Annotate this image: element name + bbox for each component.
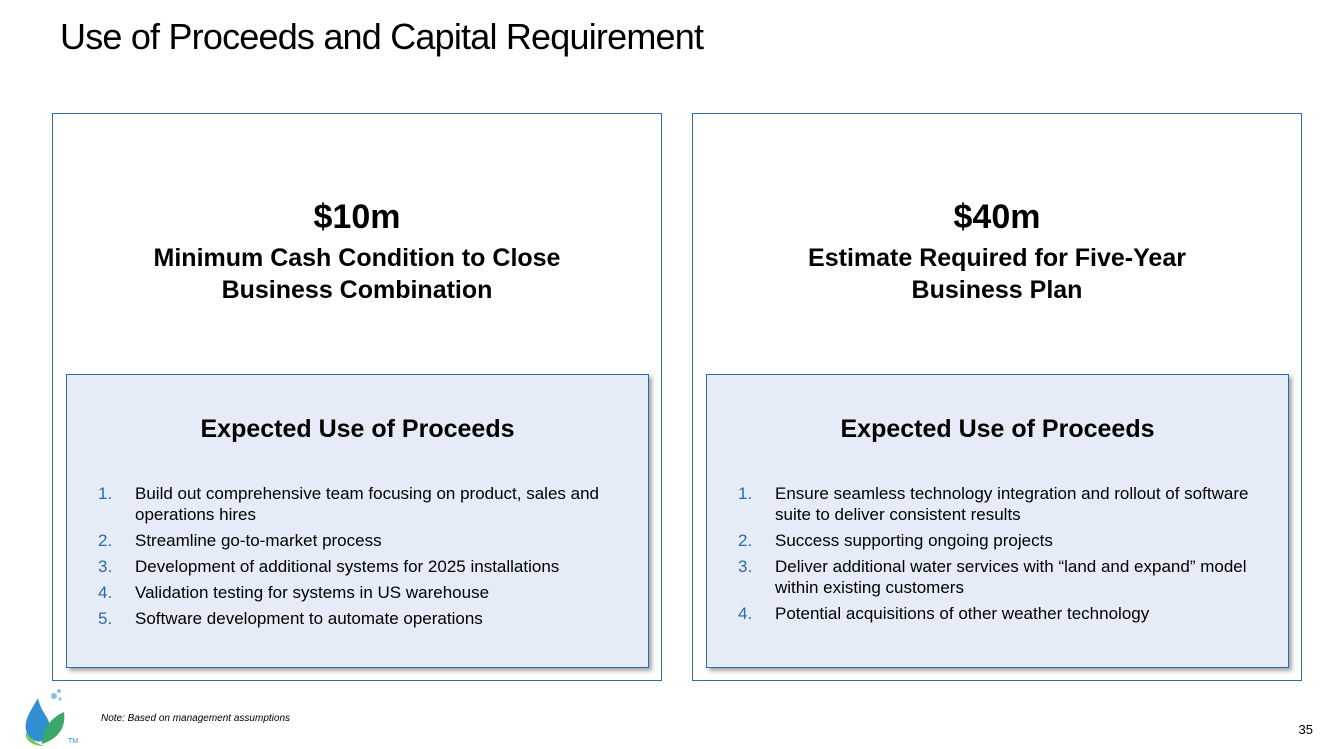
list-item xyxy=(738,530,1268,551)
proceeds-list xyxy=(738,483,1268,629)
list-text: Success supporting ongoing projects xyxy=(775,531,1053,550)
card-amount: $40m xyxy=(953,198,1041,236)
proceeds-list xyxy=(98,483,628,634)
list-number: 3. xyxy=(98,557,113,576)
list-text: Development of additional systems for 2025 installations xyxy=(135,557,560,576)
list-item xyxy=(98,556,628,577)
list-text: Ensure seamless technology integration and rollout of software suite to deliver consistent results xyxy=(775,484,1249,524)
trademark-mark: TM xyxy=(68,738,79,745)
card-10m xyxy=(52,113,662,681)
list-text: Validation testing for systems in US warehouse xyxy=(135,583,490,602)
list-item xyxy=(98,608,628,629)
list-text: Deliver additional water services with “land and expand” model within existing customers xyxy=(775,557,1247,597)
use-of-proceeds-panel xyxy=(66,374,649,668)
list-number: 1. xyxy=(98,484,113,503)
list-item xyxy=(738,483,1268,525)
list-item xyxy=(98,530,628,551)
page-number: 35 xyxy=(1298,722,1313,737)
card-subtitle: Estimate Required for Five-Year Business Plan xyxy=(808,244,1186,304)
list-text: Software development to automate operations xyxy=(135,609,483,628)
slide-title: Use of Proceeds and Capital Requirement xyxy=(60,16,704,57)
water-drop-leaf-logo-icon xyxy=(20,686,84,748)
list-text: Build out comprehensive team focusing on product, sales and operations hires xyxy=(135,484,599,524)
footnote: Note: Based on management assumptions xyxy=(101,713,290,724)
list-item xyxy=(98,582,628,603)
list-number: 5. xyxy=(98,609,113,628)
list-item xyxy=(738,603,1268,624)
list-text: Potential acquisitions of other weather technology xyxy=(775,604,1150,623)
list-number: 1. xyxy=(738,484,753,503)
panel-title: Expected Use of Proceeds xyxy=(840,415,1155,443)
list-number: 2. xyxy=(98,531,113,550)
list-text: Streamline go-to-market process xyxy=(135,531,382,550)
list-item xyxy=(738,556,1268,598)
card-40m xyxy=(692,113,1302,681)
list-number: 4. xyxy=(738,604,753,623)
card-subtitle: Minimum Cash Condition to Close Business Combination xyxy=(153,244,561,304)
list-item xyxy=(98,483,628,525)
list-number: 3. xyxy=(738,557,753,576)
list-number: 2. xyxy=(738,531,753,550)
list-number: 4. xyxy=(98,583,113,602)
use-of-proceeds-panel xyxy=(706,374,1289,668)
panel-title: Expected Use of Proceeds xyxy=(200,415,515,443)
card-amount: $10m xyxy=(313,198,401,236)
